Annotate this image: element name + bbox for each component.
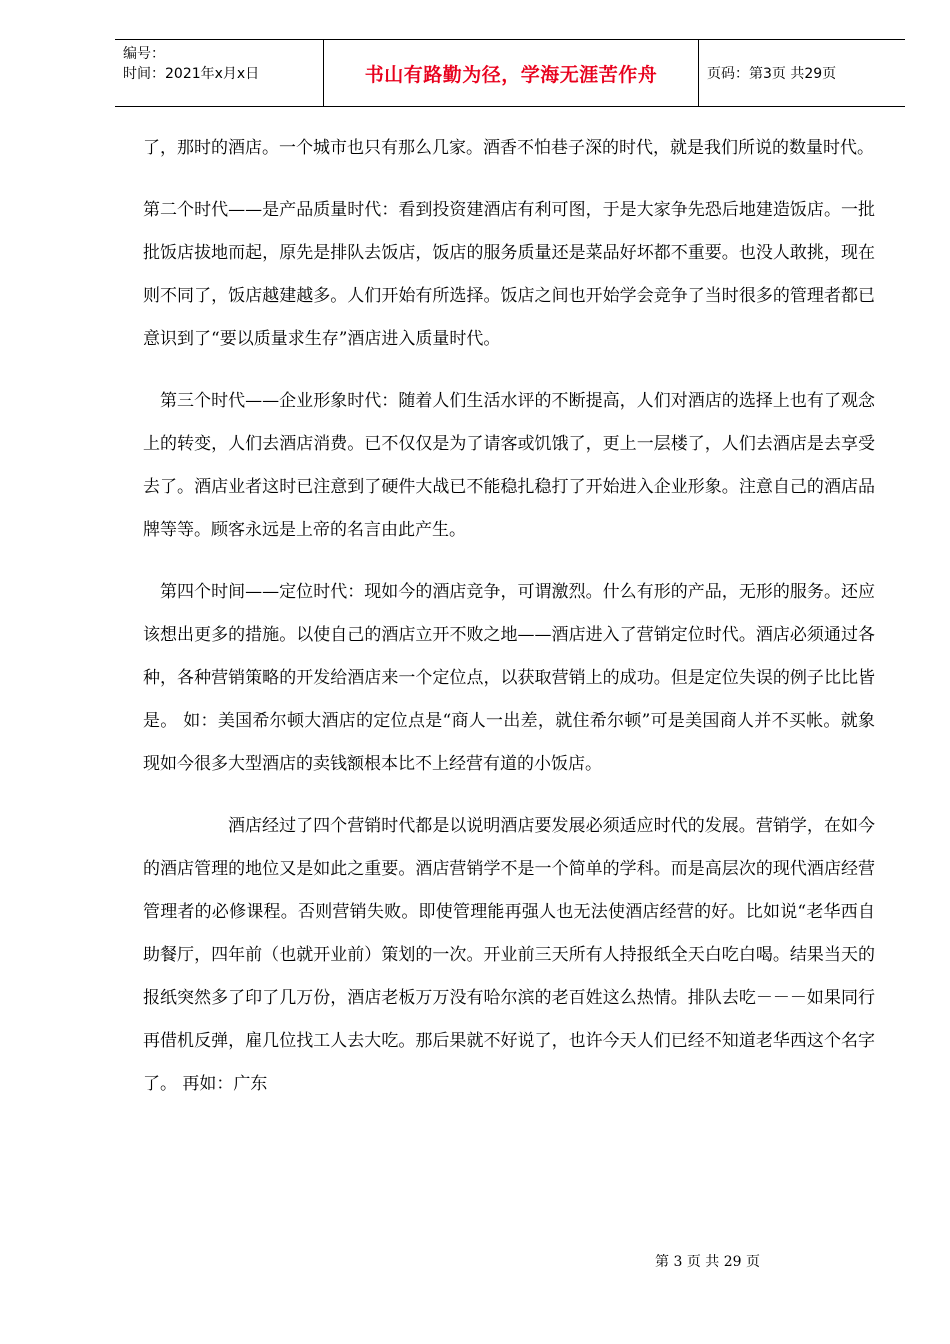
paragraph-3: 第三个时代——企业形象时代：随着人们生活水评的不断提高，人们对酒店的选择上也有了观念上的转变，人们去酒店消费。已不仅仅是为了请客或饥饿了，更上一层楼了，人们去酒店是去享受去了。酒店业者这时已注意到了硬件大战已不能稳扎稳打了开始进入企业形象。注意自己的酒店品牌等等。顾客永远是上帝的名言由此产生。 (143, 391, 875, 540)
header-page-info: 页码：第3页 共29页 (699, 40, 906, 107)
header-meta-cell (115, 40, 324, 107)
paragraph-5: 酒店经过了四个营销时代都是以说明酒店要发展必须适应时代的发展。营销学，在如今的酒店管理的地位又是如此之重要。酒店营销学不是一个简单的学科。而是高层次的现代酒店经营管理者的必修课程。否则营销失败。即使管理能再强人也无法使酒店经营的好。比如说“老华西自助餐厅，四年前（也就开业前）策划的一次。开业前三天所有人持报纸全天白吃白喝。结果当天的报纸突然多了印了几万份，酒店老板万万没有哈尔滨的老百姓这么热情。排队去吃－－－如果同行再借机反弹，雇几位找工人去大吃。那后果就不好说了，也许今天人们已经不知道老华西这个名字了。 再如：广东 (143, 816, 875, 1094)
footer-page-number: 第 3 页 共 29 页 (655, 1254, 760, 1270)
paragraph-2: 第二个时代——是产品质量时代：看到投资建酒店有利可图，于是大家争先恐后地建造饭店。一批批饭店拔地而起，原先是排队去饭店，饭店的服务质量还是菜品好坏都不重要。也没人敢挑，现在则不同了，饭店越建越多。人们开始有所选择。饭店之间也开始学会竞争了当时很多的管理者都已意识到了“要以质量求生存”酒店进入质量时代。 (143, 200, 875, 349)
paragraph-1: 了，那时的酒店。一个城市也只有那么几家。酒香不怕巷子深的时代，就是我们所说的数量时代。 (143, 138, 874, 158)
header-motto: 书山有路勤为径，学海无涯苦作舟 (324, 40, 699, 107)
header-table (115, 39, 905, 107)
time-label: 时间：2021年x月x日 (123, 66, 260, 82)
page-footer (0, 1251, 950, 1271)
serial-label: 编号： (123, 46, 165, 62)
paragraph-4: 第四个时间——定位时代：现如今的酒店竞争，可谓激烈。什么有形的产品，无形的服务。还应该想出更多的措施。以使自己的酒店立开不败之地——酒店进入了营销定位时代。酒店必须通过各种，各种营销策略的开发给酒店来一个定位点，以获取营销上的成功。但是定位失误的例子比比皆是。 如：美国希尔顿大酒店的定位点是“商人一出差，就住希尔顿”可是美国商人并不买帐。就象现如今很多大型酒店的卖钱额根本比不上经营有道的小饭店。 (143, 582, 875, 774)
document-body (143, 127, 875, 1125)
